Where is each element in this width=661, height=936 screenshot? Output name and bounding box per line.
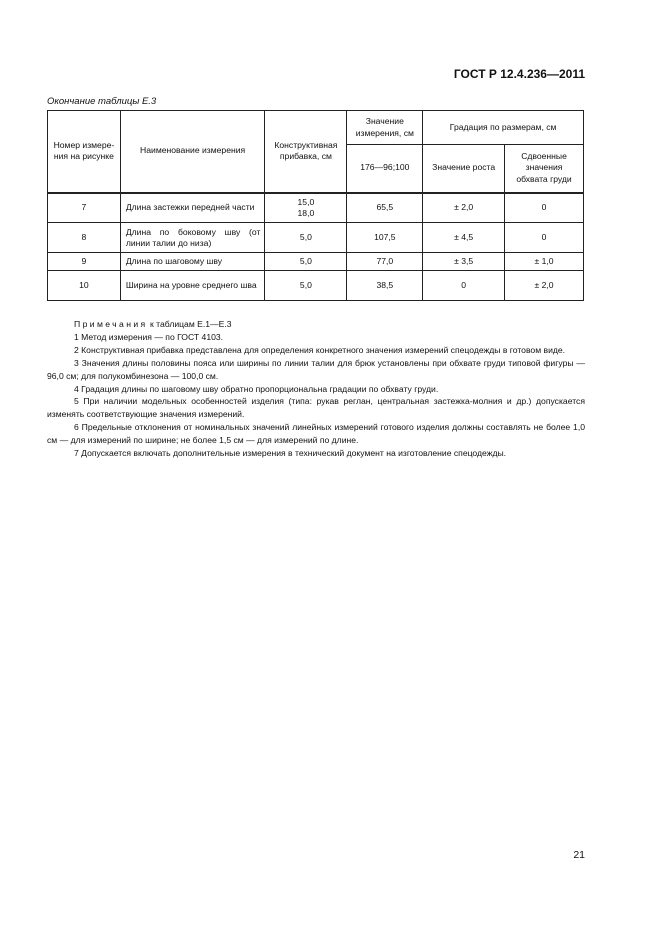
notes-title (47, 318, 585, 331)
header-gradation: Градация по размерам, см (423, 111, 584, 145)
cell-name: Длина по шаговому шву (120, 253, 265, 271)
cell-num: 7 (48, 193, 121, 223)
cell-double: 0 (505, 223, 584, 253)
header-height: Значение роста (423, 145, 505, 193)
measurements-table (47, 110, 584, 301)
note-item: 5 При наличии модельных особенностей изделия (типа: рукав реглан, центральная застежка-молния и др.) допускается изменять соответствующие значения измерений. (47, 396, 585, 420)
cell-num: 9 (48, 253, 121, 271)
note-item: 7 Допускается включать дополнительные измерения в технический документ на изготовление спецодежды. (74, 448, 507, 459)
header-double: Сдвоенные значения обхвата груди (505, 145, 584, 193)
table-row (48, 193, 584, 223)
header-num: Номер измере-ния на рисунке (48, 111, 121, 193)
allowance-line: 18,0 (297, 207, 315, 218)
cell-allowance: 5,0 (265, 271, 347, 301)
cell-allowance (265, 193, 347, 223)
table-row (48, 271, 584, 301)
notes-title-rest: к таблицам Е.1—Е.3 (147, 319, 232, 329)
cell-num: 10 (48, 271, 121, 301)
cell-double: ± 1,0 (505, 253, 584, 271)
notes-title-word: Примечания (74, 319, 148, 329)
cell-double: ± 2,0 (505, 271, 584, 301)
header-name: Наименование измерения (120, 111, 265, 193)
cell-name: Длина застежки передней части (120, 193, 265, 223)
cell-name: Ширина на уровне среднего шва (120, 271, 265, 301)
page-number: 21 (573, 849, 585, 861)
cell-double: 0 (505, 193, 584, 223)
header-value: Значение измерения, см (347, 111, 423, 145)
cell-num: 8 (48, 223, 121, 253)
note-item: 4 Градация длины по шаговому шву обратно пропорциональна градации по обхвату груди. (74, 383, 439, 394)
cell-value: 77,0 (347, 253, 423, 271)
note-item: 3 Значения длины половины пояса или ширины по линии талии для брюк установлены при обхвате груди типовой фигуры — 96,0 см; для полукомбинезона — 100,0 см. (47, 357, 585, 381)
cell-value: 38,5 (347, 271, 423, 301)
document-header: ГОСТ Р 12.4.236—2011 (453, 67, 585, 81)
note-item: 2 Конструктивная прибавка представлена для определения конкретного значения измерений спецодежды в готовом виде. (74, 344, 566, 355)
allowance-line: 15,0 (297, 197, 315, 208)
notes-section (47, 318, 585, 460)
table-row (48, 253, 584, 271)
cell-allowance: 5,0 (265, 223, 347, 253)
table-row (48, 223, 584, 253)
cell-height: 0 (423, 271, 505, 301)
note-item: 1 Метод измерения — по ГОСТ 4103. (74, 331, 224, 342)
header-allowance: Конструктивная прибавка, см (265, 111, 347, 193)
cell-height: ± 4,5 (423, 223, 505, 253)
cell-value: 65,5 (347, 193, 423, 223)
header-value-sub: 176—96;100 (347, 145, 423, 193)
table-caption: Окончание таблицы Е.3 (47, 96, 157, 107)
cell-height: ± 2,0 (423, 193, 505, 223)
cell-value: 107,5 (347, 223, 423, 253)
cell-allowance: 5,0 (265, 253, 347, 271)
cell-name: Длина по боковому шву (от линии талии до низа) (120, 223, 265, 253)
cell-height: ± 3,5 (423, 253, 505, 271)
note-item: 6 Предельные отклонения от номинальных значений линейных измерений готового изделия должны составлять не более 1,0 см — для измерений по ширине; не более 1,5 см — для измерений по длине. (47, 422, 585, 446)
